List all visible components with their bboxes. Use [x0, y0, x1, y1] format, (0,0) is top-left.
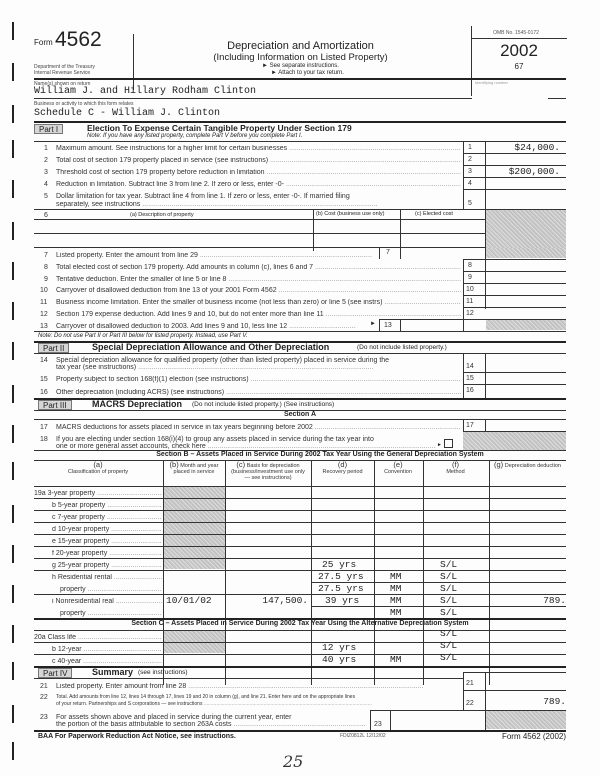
line-16-text: Other depreciation (including ACRS) (see instructions) ..... — [56, 389, 461, 396]
line-4-text: Reduction in limitation. Subtract line 3 from line 2. If zero or less, enter -0- ..... — [56, 181, 461, 188]
line-22-text: Total. Add amounts from line 12, lines 14 through 17, lines 19 and 20 in column (g), and line 21. Enter here and on the appropriate lines — [56, 694, 356, 700]
taxpayer-name[interactable]: William J. and Hillary Rodham Clinton — [34, 86, 257, 97]
instruction-attach: ► Attach to your tax return. — [271, 70, 344, 76]
department: Department of the Treasury — [34, 64, 95, 70]
group-assets-checkbox[interactable] — [444, 439, 453, 448]
col-d-header: (d) Recovery period — [322, 460, 363, 475]
line-12-text: Section 179 expense deduction. Add lines 9 and 10, but do not enter more than line 11 ..... — [56, 311, 461, 318]
form-subtitle: (Including Information on Listed Property) — [213, 52, 388, 63]
line-1-text: Maximum amount. See instructions for a higher limit for certain businesses ..... — [56, 145, 461, 152]
arrow-icon: ► — [437, 442, 442, 448]
line-13-text: Carryover of disallowed deduction to 2003. Add lines 9 and 10, less line 12 ..... — [56, 323, 356, 330]
margin-mark — [12, 105, 14, 123]
part-4-title: Summary — [92, 667, 134, 677]
instruction-see-separate: ► See separate instructions. — [262, 63, 339, 69]
margin-mark — [12, 222, 14, 240]
col-g-header: (g) Depreciation deduction — [494, 460, 561, 469]
line-14-text: Special depreciation allowance for qualified property (other than listed property) placed in service during the — [56, 357, 390, 364]
line-9-text: Tentative deduction. Enter the smaller of line 5 or line 8 ..... — [56, 276, 461, 283]
line-17-text: MACRS deductions for assets placed in service in tax years beginning before 2002 ..... — [56, 424, 461, 431]
section-c-heading: Section C – Assets Placed in Service During 2002 Tax Year Using the Alternative Depreciation System — [131, 620, 469, 627]
part-3-label: Part III — [38, 400, 72, 410]
part-3-title: MACRS Depreciation — [92, 399, 183, 409]
margin-mark — [12, 505, 14, 523]
name-label: Name(s) shown on return — [34, 81, 91, 87]
form-label: Form — [34, 38, 53, 47]
id-number-label: Identifying number — [475, 80, 508, 85]
part-1-label: Part I — [34, 124, 63, 134]
margin-mark — [12, 140, 14, 158]
line-2-text: Total cost of section 179 property placed in service (see instructions) ..... — [56, 157, 461, 164]
line-15-text: Property subject to section 168(f)(1) election (see instructions) ..... — [56, 376, 461, 383]
agency: Internal Revenue Service — [34, 70, 91, 76]
col-a-description: (a) Description of property — [130, 212, 194, 218]
margin-mark — [12, 545, 14, 563]
margin-mark — [12, 385, 14, 403]
line-22-value[interactable]: 789. — [543, 696, 566, 707]
margin-mark — [12, 625, 14, 643]
margin-mark — [12, 63, 14, 81]
part-2-title: Special Depreciation Allowance and Other Depreciation — [92, 342, 330, 352]
part-2-label: Part II — [38, 343, 69, 353]
line-3-value[interactable]: $200,000. — [508, 166, 560, 177]
form-code: FDIZ0812L 12/12/02 — [340, 733, 386, 739]
part-3-qualifier: (Do not include listed property.) (See instructions) — [192, 401, 335, 408]
line-3-text: Threshold cost of section 179 property before reduction in limitation ..... — [56, 169, 461, 176]
business-name[interactable]: Schedule C - William J. Clinton — [34, 108, 221, 119]
col-b-header: (b) Month and year placed in service — [169, 460, 219, 475]
part-2-qualifier: (Do not include listed property.) — [357, 344, 447, 351]
margin-mark — [12, 462, 14, 480]
line-21-text: Listed property. Enter amount from line 28 ..... — [56, 683, 461, 690]
col-c-elected: (c) Elected cost — [415, 211, 453, 217]
line-8-text: Total elected cost of section 179 property. Add amounts in column (c), lines 6 and 7 ..... — [56, 264, 461, 271]
business-label: Business or activity to which this form relates — [34, 101, 134, 107]
margin-mark — [12, 585, 14, 603]
shaded-area — [486, 210, 566, 251]
line-11-text: Business income limitation. Enter the smaller of business income (not less than zero) or line 5 (see instrs) ..... — [56, 299, 461, 306]
part-4-label: Part IV — [38, 668, 72, 678]
margin-mark — [12, 425, 14, 443]
line-18-text: If you are electing under section 168(i)(4) to group any assets placed in service during the tax year into — [56, 436, 374, 443]
line-7-text: Listed property. Enter the amount from line 29 ..... — [56, 252, 372, 259]
line-23-text: For assets shown above and placed in service during the current year, enter — [56, 714, 292, 721]
col-a-header: (a) Classification of property — [67, 460, 129, 475]
tax-year: 2002 — [500, 41, 538, 60]
section-b-heading: Section B – Assets Placed in Service During 2002 Tax Year Using the General Depreciation System — [156, 451, 484, 458]
col-b-cost: (b) Cost (business use only) — [316, 211, 385, 217]
line-10-text: Carryover of disallowed deduction from line 13 of your 2001 Form 4562 ..... — [56, 287, 461, 294]
attachment-sequence: 67 — [514, 62, 524, 71]
col-e-header: (e) Convention — [384, 460, 412, 475]
handwritten-page-number: 25 — [283, 752, 304, 771]
part-1-note: Note: If you have any listed property, complete Part V before you complete Part I. — [87, 133, 303, 139]
margin-mark — [12, 180, 14, 198]
margin-mark — [12, 342, 14, 360]
col-f-header: (f) Method — [446, 460, 465, 475]
margin-mark — [12, 262, 14, 280]
margin-mark — [12, 742, 14, 760]
form-number: 4562 — [55, 28, 102, 51]
col-c-header: (c) Basis for depreciation (business/investment use only — see instructions) — [231, 460, 305, 481]
line-5-text: Dollar limitation for tax year. Subtract line 4 from line 1. If zero or less, enter -0-. If married filing — [56, 193, 350, 200]
part-1-title: Election To Expense Certain Tangible Property Under Section 179 — [87, 123, 352, 133]
form-title: Depreciation and Amortization — [227, 40, 374, 52]
margin-mark — [12, 302, 14, 320]
paperwork-notice: BAA For Paperwork Reduction Act Notice, see instructions. — [38, 733, 236, 740]
omb-number: OMB No. 1545-0172 — [493, 30, 539, 36]
part-1-note-2: Note: Do not use Part II or Part III below for listed property. Instead, use Part V. — [38, 333, 248, 339]
arrow-icon: ► — [370, 321, 376, 327]
margin-mark — [12, 705, 14, 723]
line-1-value[interactable]: $24,000. — [514, 142, 560, 153]
section-a-heading: Section A — [283, 411, 317, 418]
form-reference: Form 4562 (2002) — [501, 732, 566, 741]
part-4-qualifier: (see instructions) — [138, 669, 188, 676]
margin-mark — [12, 662, 14, 680]
margin-mark — [12, 22, 14, 40]
